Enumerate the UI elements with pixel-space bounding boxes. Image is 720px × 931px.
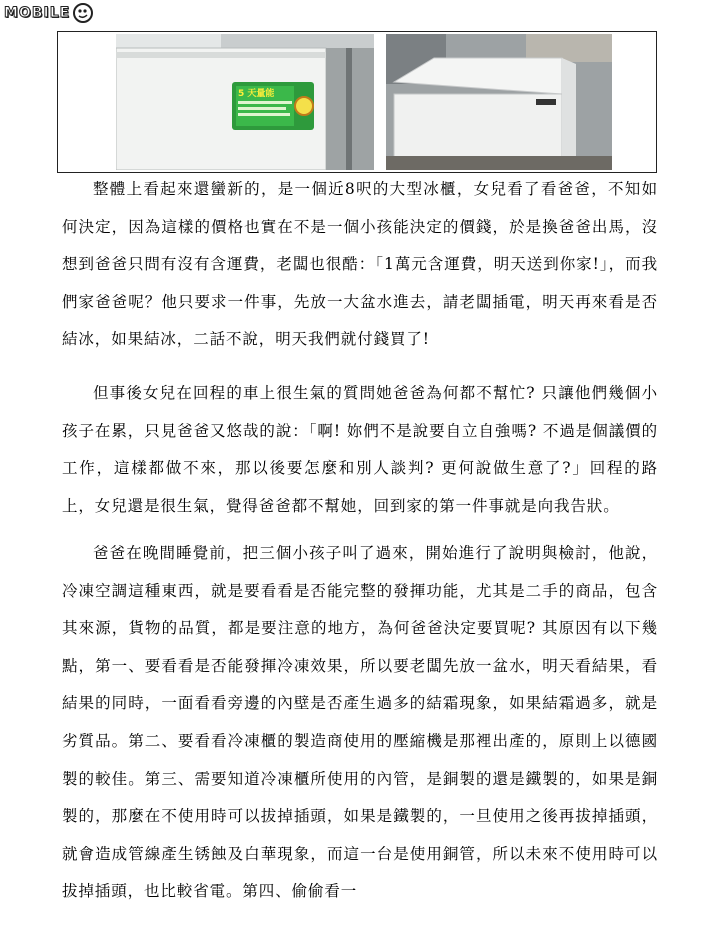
freezer-front-image bbox=[116, 34, 374, 170]
energy-label-sticker: 5 天量能 bbox=[238, 89, 275, 99]
freezer-photo-frame bbox=[57, 31, 657, 173]
ghost-mascot-icon bbox=[72, 2, 94, 24]
article-paragraph-2: 但事後女兒在回程的車上很生氣的質問她爸爸為何都不幫忙? 只讓他們幾個小孩子在累，只見爸爸又悠哉的說：「啊! 妳們不是說要自立自強嗎? 不過是個議價的工作，這樣都做不來，那以後要怎麼和別人談判? 更何說做生意了?」回程的路上，女兒還是很生氣，覺得爸爸都不幫她，回到家的第一件事就是向我告狀。 bbox=[62, 384, 658, 515]
article-paragraph-3: 爸爸在晚間睡覺前，把三個小孩子叫了過來，開始進行了說明與檢討，他說，冷凍空調這種東西，就是要看看是否能完整的發揮功能，尤其是二手的商品，包含其來源，貨物的品質，都是要注意的地方，為何爸爸決定要買呢? 其原因有以下幾點，第一、要看看是否能發揮冷凍效果，所以要老闆先放一盆水，明天看結果，看結果的同時，一面看看旁邊的內壁是否產生過多的結霜現象，如果結霜過多，就是劣質品。第二、要看看冷凍櫃的製造商使用的壓縮機是那裡出產的，原則上以德國製的較佳。第三、需要知道冷凍櫃所使用的內管，是銅製的還是鐵製的，如果是銅製的，那麼在不使用時可以拔掉插頭，如果是鐵製的，一旦使用之後再拔掉插頭，就會造成管線產生锈蝕及白華現象，而這一台是使用銅管，所以未來不使用時可以拔掉插頭，也比較省電。第四、偷偷看一 bbox=[62, 544, 658, 901]
freezer-photo-right bbox=[386, 34, 612, 170]
freezer-photo-left bbox=[116, 34, 374, 170]
logo-text: MOBILE bbox=[4, 5, 71, 21]
site-logo[interactable] bbox=[4, 2, 94, 24]
freezer-angle-image bbox=[386, 34, 612, 170]
article-paragraph-1: 整體上看起來還蠻新的，是一個近8呎的大型冰櫃，女兒看了看爸爸，不知如何決定，因為這樣的價格也實在不是一個小孩能決定的價錢，於是換爸爸出馬，沒想到爸爸只問有沒有含運費，老闆也很酷：「1萬元含運費，明天送到你家!」，而我們家爸爸呢？他只要求一件事，先放一大盆水進去，請老闆插電，明天再來看是否結冰，如果結冰，二話不說，明天我們就付錢買了! bbox=[62, 180, 658, 349]
